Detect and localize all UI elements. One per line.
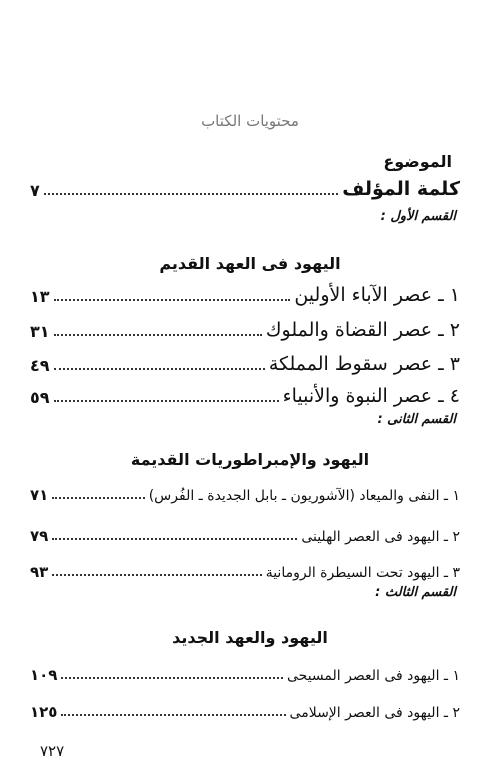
toc-entry-s1-3 [30, 347, 460, 375]
section-title-part3: اليهود والعهد الجديد [172, 628, 328, 647]
toc-entry-page: ٩٣ [30, 563, 49, 581]
leader-dots [61, 677, 283, 679]
toc-entry-label: ١ ـ اليهود فى العصر المسيحى [287, 668, 460, 684]
toc-entry-page: ١٢٥ [30, 703, 58, 721]
subject-heading: الموضوع [383, 152, 452, 171]
toc-entry-s2-1 [30, 476, 460, 504]
toc-entry-label: ٢ ـ اليهود فى العصر الهلينى [301, 529, 460, 545]
leader-dots [54, 400, 279, 402]
toc-entry-label: ٣ ـ عصر سقوط المملكة [268, 353, 460, 375]
toc-entry-s3-2 [30, 693, 460, 721]
toc-entry-s2-2 [30, 517, 460, 545]
page-header-title: محتويات الكتاب [201, 112, 299, 130]
toc-entry-page: ٧ [30, 181, 40, 200]
leader-dots [44, 193, 338, 195]
toc-entry-label: ٣ ـ اليهود تحت السيطرة الرومانية [265, 565, 460, 581]
section-title-part2: اليهود والإمبراطوريات القديمة [130, 450, 370, 469]
toc-entry-label: ٢ ـ اليهود فى العصر الإسلامى [289, 705, 460, 721]
toc-entry-s1-4 [30, 379, 460, 407]
toc-entry-label: كلمة المؤلف [342, 178, 460, 200]
toc-entry-label: ١ ـ النفى والميعاد (الآشوريون ـ بابل الجديدة ـ الفُرس) [148, 488, 460, 504]
section-label-part3: القسم الثالث : [375, 585, 456, 600]
leader-dots [61, 714, 285, 716]
section-label-part2: القسم الثانى : [377, 412, 456, 427]
leader-dots [52, 497, 144, 499]
leader-dots [52, 538, 297, 540]
leader-dots [54, 368, 265, 370]
section-title-part1: اليهود فى العهد القديم [159, 254, 341, 273]
toc-entry-preface [30, 172, 460, 200]
toc-entry-label: ٤ ـ عصر النبوة والأنبياء [282, 385, 460, 407]
toc-entry-s3-1 [30, 656, 460, 684]
toc-entry-page: ٣١ [30, 322, 50, 341]
leader-dots [52, 574, 261, 576]
toc-entry-page: ٧٩ [30, 527, 49, 545]
toc-entry-s1-2 [30, 313, 460, 341]
toc-entry-page: ٥٩ [30, 388, 50, 407]
leader-dots [54, 334, 262, 336]
toc-entry-label: ١ ـ عصر الآباء الأولين [294, 284, 460, 306]
toc-entry-label: ٢ ـ عصر القضاة والملوك [265, 319, 460, 341]
toc-entry-page: ٤٩ [30, 356, 50, 375]
toc-entry-s1-1 [30, 278, 460, 306]
toc-entry-s2-3 [30, 553, 460, 581]
section-label-part1: القسم الأول : [380, 209, 456, 224]
page-number: ٧٢٧ [40, 742, 65, 760]
toc-entry-page: ١٠٩ [30, 666, 58, 684]
toc-entry-page: ١٣ [30, 287, 50, 306]
toc-entry-page: ٧١ [30, 486, 49, 504]
leader-dots [54, 299, 291, 301]
